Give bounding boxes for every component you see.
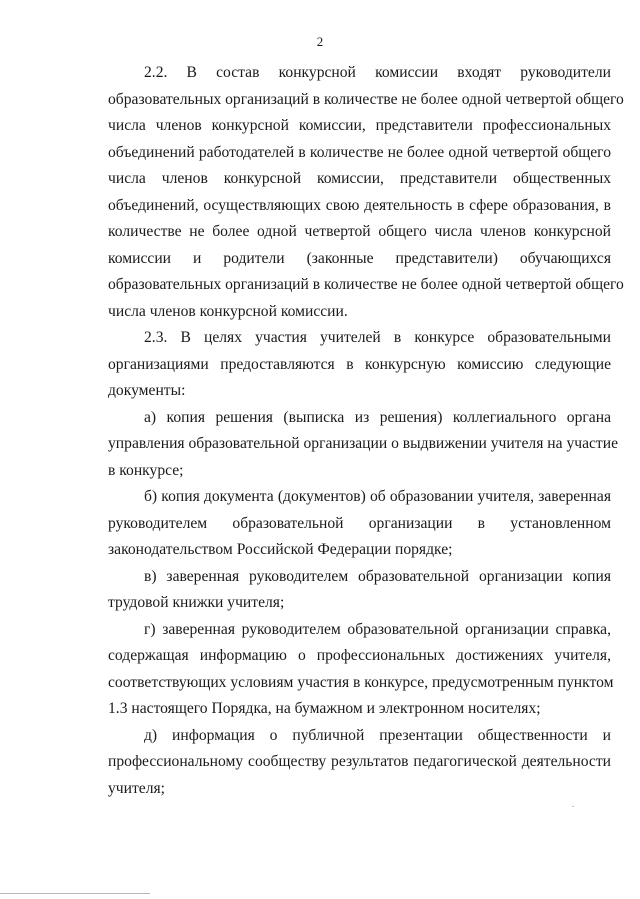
text-line: д) информация о публичной презентации общественности и — [144, 726, 611, 744]
text-line: а) копия решения (выписка из решения) коллегиального органа — [144, 408, 611, 426]
text-line: в конкурсе; — [108, 461, 184, 479]
text-line: законодательством Российской Федерации порядке; — [108, 541, 453, 558]
text-line: управления образовательной организации о выдвижении учителя на участие — [108, 435, 619, 452]
text-line: объединений, осуществляющих свою деятельность в сфере образования, в — [108, 196, 611, 214]
document-body — [108, 60, 624, 802]
paragraph-p-g — [108, 617, 614, 723]
text-line: числа членов конкурсной комиссии, представители общественных — [108, 170, 611, 187]
page-number: 2 — [316, 34, 324, 49]
text-line: содержащая информацию о профессиональных достижениях учителя, — [108, 647, 611, 664]
paragraph-p-a — [108, 405, 619, 485]
text-line: числа членов конкурсной комиссии. — [108, 302, 348, 320]
text-line: соответствующих условиям участия в конкурсе, предусмотренным пунктом — [108, 673, 614, 691]
scan-speck — [572, 806, 574, 807]
text-line: объединений работодателей в количестве не более одной четвертой общего — [108, 143, 611, 161]
text-line: документы: — [108, 382, 186, 399]
paragraph-p-v — [108, 564, 611, 617]
text-line: числа членов конкурсной комиссии, представители профессиональных — [108, 117, 611, 134]
paragraph-p-2-3 — [108, 325, 611, 405]
text-line: в) заверенная руководителем образовательной организации копия — [144, 567, 611, 585]
text-line: 2.3. В целях участия учителей в конкурсе образовательными — [144, 329, 611, 346]
text-line: учителя; — [108, 779, 166, 797]
text-line: комиссии и родители (законные представители) обучающихся — [108, 249, 611, 267]
text-line: количестве не более одной четвертой общего числа членов конкурсной — [108, 223, 611, 240]
text-line: трудовой книжки учителя; — [108, 594, 285, 611]
text-line: руководителем образовательной организации в установленном — [108, 514, 611, 532]
text-line: организациями предоставляются в конкурсную комиссию следующие — [108, 355, 611, 373]
bottom-rule — [0, 893, 150, 894]
paragraph-p-2-2 — [108, 60, 624, 325]
text-line: 1.3 настоящего Порядка, на бумажном и электронном носителях; — [108, 700, 541, 717]
paragraph-p-d — [108, 723, 611, 803]
text-line: профессиональному сообществу результатов педагогической деятельности — [108, 753, 611, 770]
text-line: образовательных организаций в количестве не более одной четвертой общего — [108, 276, 624, 293]
text-line: 2.2. В состав конкурсной комиссии входят руководители — [144, 64, 611, 81]
text-line: образовательных организаций в количестве не более одной четвертой общего — [108, 90, 624, 108]
text-line: г) заверенная руководителем образовательной организации справка, — [144, 620, 611, 638]
paragraph-p-b — [108, 484, 611, 564]
text-line: б) копия документа (документов) об образовании учителя, заверенная — [144, 488, 611, 505]
